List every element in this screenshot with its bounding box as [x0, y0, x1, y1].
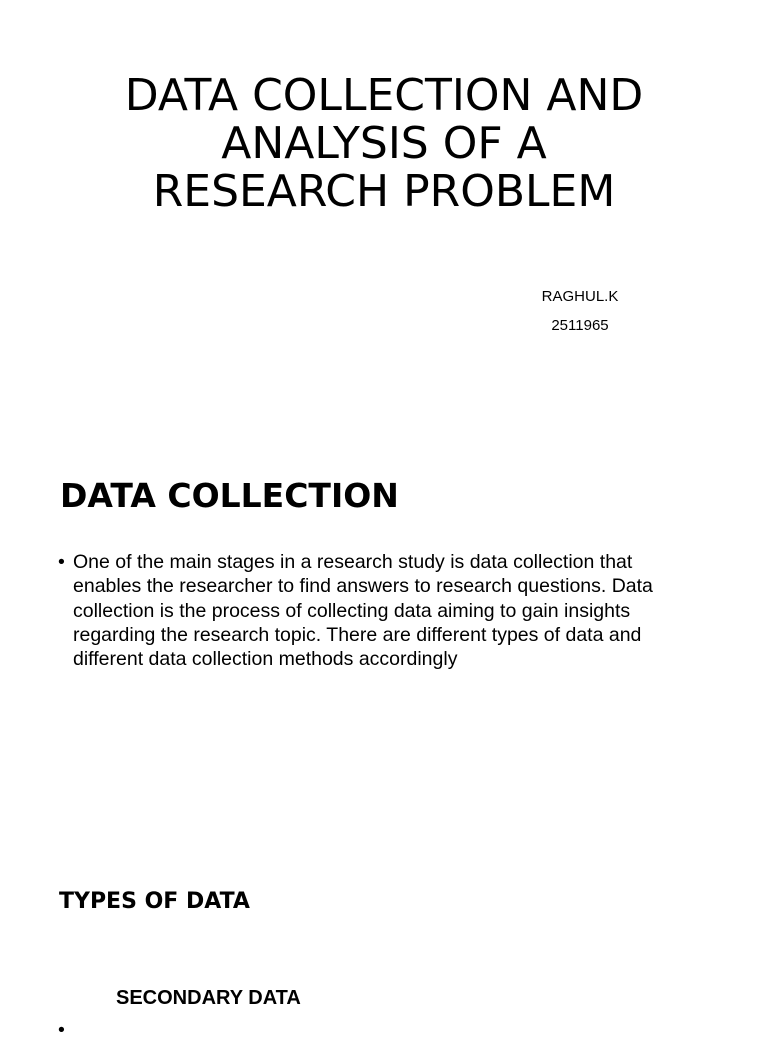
author-id: 2511965 — [551, 317, 609, 334]
presentation-title: DATA COLLECTION AND ANALYSIS OF A RESEARCH PROBLEM — [124, 70, 644, 217]
bullet-item — [58, 550, 698, 671]
slide-heading: DATA COLLECTION — [60, 476, 399, 515]
cut-off-bullet-icon: • — [58, 1019, 65, 1041]
author-name: RAGHUL.K — [541, 288, 619, 305]
bullet-icon: • — [58, 551, 65, 573]
title-slide — [0, 0, 768, 432]
secondary-data-subheading: SECONDARY DATA — [116, 987, 301, 1009]
data-collection-slide — [0, 432, 768, 842]
bullet-text: One of the main stages in a research study is data collection that enables the researcher to find answers to research questions. Data collection is the process of collecting data aiming to gain insights regarding the research topic. There are different types of data and different data collection methods accordingly — [73, 551, 653, 671]
slide-heading: TYPES OF DATA — [59, 889, 250, 914]
types-of-data-slide — [0, 842, 768, 1041]
bullet-list — [58, 550, 698, 671]
author-block — [470, 282, 690, 340]
